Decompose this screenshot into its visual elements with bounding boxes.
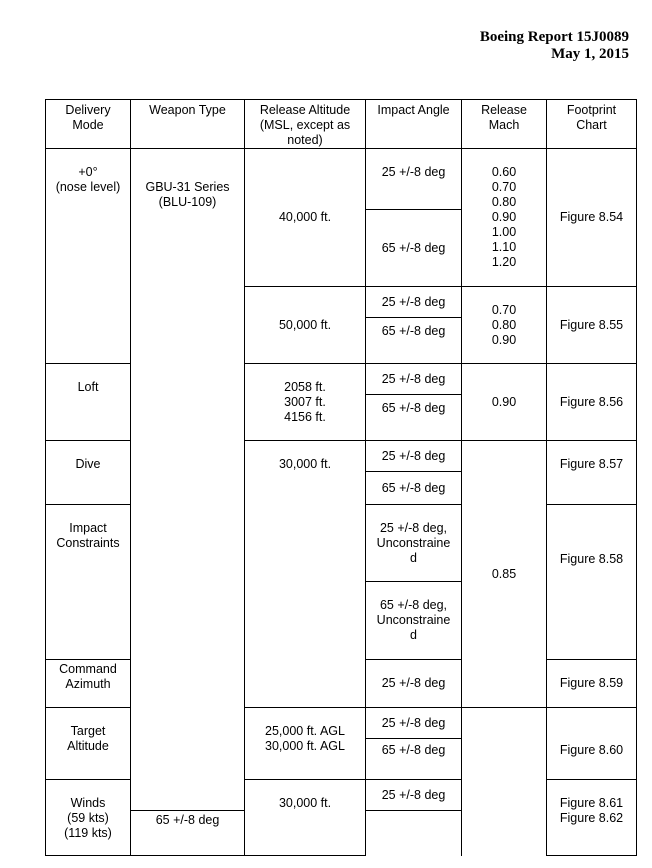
chart-8-59: Figure 8.59 [547,660,637,708]
angle-65-row15: 65 +/-8 deg [131,811,245,856]
angle-25-row11: 25 +/-8 deg [366,660,462,708]
chart-8-58: Figure 8.58 [547,505,637,660]
col-weapon-type: Weapon Type [131,100,245,149]
angle-25-row7: 25 +/-8 deg [366,441,462,472]
mode-dive: Dive [46,441,131,505]
header-row [46,100,637,149]
angle-65-row4: 65 +/-8 deg [366,318,462,364]
altitude-loft: 2058 ft. 3007 ft. 4156 ft. [245,364,366,441]
chart-8-55: Figure 8.55 [547,287,637,364]
altitude-agl: 25,000 ft. AGL 30,000 ft. AGL [245,708,366,780]
weapon-type-cell: GBU-31 Series (BLU-109) [131,149,245,811]
chart-8-56: Figure 8.56 [547,364,637,441]
mach-set-2: 0.70 0.80 0.90 [462,287,547,364]
mode-impact-constraints: Impact Constraints [46,505,131,660]
angle-65-row8: 65 +/-8 deg [366,472,462,505]
chart-8-60: Figure 8.60 [547,708,637,780]
angle-25-unconstrained: 25 +/-8 deg, Unconstraine d [366,505,462,582]
col-delivery-mode: Delivery Mode [46,100,131,149]
angle-25-row3: 25 +/-8 deg [366,287,462,318]
altitude-50000: 50,000 ft. [245,287,366,364]
report-date: May 1, 2015 [551,46,629,62]
angle-25-row12: 25 +/-8 deg [366,708,462,739]
altitude-winds: 30,000 ft. [245,780,366,856]
angle-65-row6: 65 +/-8 deg [366,395,462,441]
mode-nose-level: +0° (nose level) [46,149,131,364]
col-footprint-chart: Footprint Chart [547,100,637,149]
mach-set-3: 0.90 [462,364,547,441]
angle-25-row5: 25 +/-8 deg [366,364,462,395]
angle-25-row14: 25 +/-8 deg [366,780,462,811]
mach-set-4: 0.85 [462,441,547,708]
angle-65-row13: 65 +/-8 deg [366,739,462,780]
chart-winds: Figure 8.61 Figure 8.62 [547,780,637,856]
col-release-altitude: Release Altitude (MSL, except as noted) [245,100,366,149]
col-release-mach: Release Mach [462,100,547,149]
altitude-40000: 40,000 ft. [245,149,366,287]
angle-65-unconstrained: 65 +/-8 deg, Unconstraine d [366,582,462,660]
chart-8-57: Figure 8.57 [547,441,637,505]
angle-65-row2: 65 +/-8 deg [366,210,462,287]
mode-loft: Loft [46,364,131,441]
mode-command-azimuth: Command Azimuth [46,660,131,708]
mach-set-1: 0.60 0.70 0.80 0.90 1.00 1.10 1.20 [462,149,547,287]
angle-25-row1: 25 +/-8 deg [366,149,462,210]
mode-target-altitude: Target Altitude [46,708,131,780]
altitude-30000: 30,000 ft. [245,441,366,708]
mode-winds: Winds (59 kts) (119 kts) [46,780,131,856]
report-number: Boeing Report 15J0089 [479,29,629,45]
mach-empty [462,708,547,856]
col-impact-angle: Impact Angle [366,100,462,149]
delivery-mode-table [45,99,637,856]
chart-8-54: Figure 8.54 [547,149,637,287]
